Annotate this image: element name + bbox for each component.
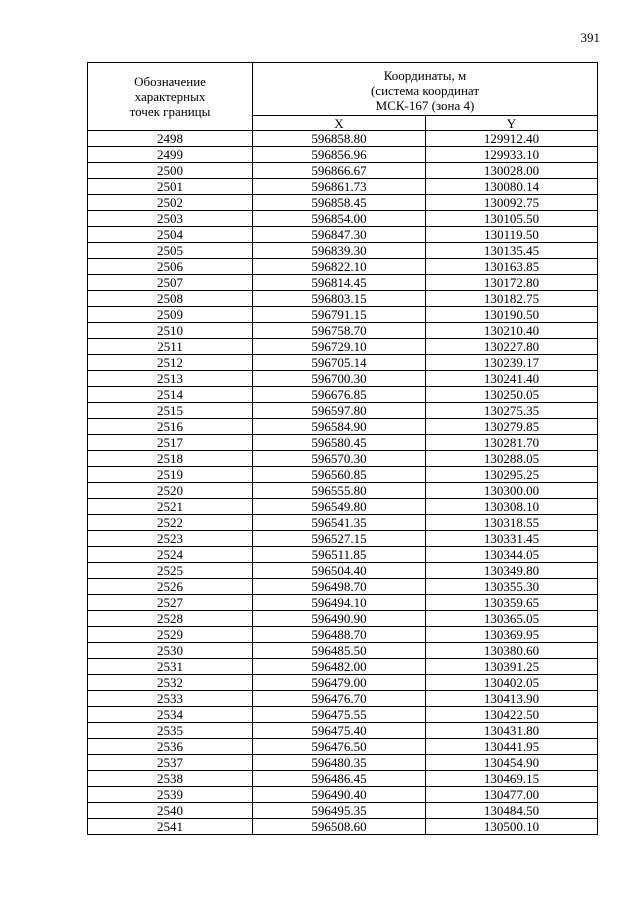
- table-row: [88, 323, 598, 339]
- y-coordinate-cell: 130190.50: [426, 307, 598, 323]
- y-coordinate-cell: 130413.90: [426, 691, 598, 707]
- point-id-cell: 2526: [88, 579, 253, 595]
- y-coordinate-cell: 130275.35: [426, 403, 598, 419]
- table-row: [88, 771, 598, 787]
- point-id-cell: 2500: [88, 163, 253, 179]
- x-coordinate-cell: 596485.50: [253, 643, 426, 659]
- x-column-header: X: [253, 116, 426, 131]
- y-coordinate-cell: 130295.25: [426, 467, 598, 483]
- point-id-cell: 2512: [88, 355, 253, 371]
- point-id-cell: 2524: [88, 547, 253, 563]
- point-id-cell: 2507: [88, 275, 253, 291]
- y-coordinate-cell: 130469.15: [426, 771, 598, 787]
- y-coordinate-cell: 130355.30: [426, 579, 598, 595]
- point-id-cell: 2510: [88, 323, 253, 339]
- x-coordinate-cell: 596475.40: [253, 723, 426, 739]
- point-header-line-2: характерных: [134, 89, 206, 104]
- point-id-cell: 2536: [88, 739, 253, 755]
- point-id-cell: 2535: [88, 723, 253, 739]
- x-coordinate-cell: 596475.55: [253, 707, 426, 723]
- coords-header-line-1: Координаты, м: [383, 68, 467, 83]
- x-coordinate-cell: 596814.45: [253, 275, 426, 291]
- y-coordinate-cell: 130500.10: [426, 819, 598, 835]
- x-coordinate-cell: 596511.85: [253, 547, 426, 563]
- y-coordinate-cell: 129933.10: [426, 147, 598, 163]
- y-coordinate-cell: 130080.14: [426, 179, 598, 195]
- y-coordinate-cell: 130380.60: [426, 643, 598, 659]
- table-row: [88, 291, 598, 307]
- y-coordinate-cell: 130365.05: [426, 611, 598, 627]
- x-coordinate-cell: 596847.30: [253, 227, 426, 243]
- table-row: [88, 675, 598, 691]
- y-coordinate-cell: 130331.45: [426, 531, 598, 547]
- y-coordinate-cell: 130279.85: [426, 419, 598, 435]
- point-id-cell: 2523: [88, 531, 253, 547]
- x-coordinate-cell: 596705.14: [253, 355, 426, 371]
- x-coordinate-cell: 596791.15: [253, 307, 426, 323]
- y-coordinate-cell: 130182.75: [426, 291, 598, 307]
- y-coordinate-cell: 130028.00: [426, 163, 598, 179]
- page-number: 391: [580, 30, 600, 45]
- x-coordinate-cell: 596498.70: [253, 579, 426, 595]
- boundary-points-table: [87, 62, 598, 835]
- y-coordinate-cell: 130163.85: [426, 259, 598, 275]
- y-coordinate-cell: 130318.55: [426, 515, 598, 531]
- table-row: [88, 211, 598, 227]
- y-coordinate-cell: 130135.45: [426, 243, 598, 259]
- table-row: [88, 371, 598, 387]
- table-row: [88, 803, 598, 819]
- point-id-cell: 2531: [88, 659, 253, 675]
- table-row: [88, 419, 598, 435]
- table-row: [88, 563, 598, 579]
- point-header-line-1: Обозначение: [134, 74, 206, 89]
- y-coordinate-cell: 130402.05: [426, 675, 598, 691]
- x-coordinate-cell: 596541.35: [253, 515, 426, 531]
- table-row: [88, 259, 598, 275]
- point-id-cell: 2529: [88, 627, 253, 643]
- point-id-cell: 2533: [88, 691, 253, 707]
- point-id-cell: 2509: [88, 307, 253, 323]
- table-row: [88, 579, 598, 595]
- x-coordinate-cell: 596480.35: [253, 755, 426, 771]
- x-coordinate-cell: 596858.45: [253, 195, 426, 211]
- point-id-cell: 2525: [88, 563, 253, 579]
- point-id-cell: 2499: [88, 147, 253, 163]
- y-coordinate-cell: 130391.25: [426, 659, 598, 675]
- table-row: [88, 131, 598, 147]
- table-row: [88, 179, 598, 195]
- point-designation-header: [88, 63, 253, 131]
- point-id-cell: 2508: [88, 291, 253, 307]
- x-coordinate-cell: 596597.80: [253, 403, 426, 419]
- x-coordinate-cell: 596570.30: [253, 451, 426, 467]
- table-row: [88, 611, 598, 627]
- table-row: [88, 195, 598, 211]
- coords-header-line-3: МСК-167 (зона 4): [375, 98, 475, 113]
- y-coordinate-cell: 130250.05: [426, 387, 598, 403]
- y-coordinate-cell: 130119.50: [426, 227, 598, 243]
- y-coordinate-cell: 129912.40: [426, 131, 598, 147]
- point-id-cell: 2521: [88, 499, 253, 515]
- x-coordinate-cell: 596495.35: [253, 803, 426, 819]
- x-coordinate-cell: 596700.30: [253, 371, 426, 387]
- x-coordinate-cell: 596490.40: [253, 787, 426, 803]
- point-id-cell: 2514: [88, 387, 253, 403]
- x-coordinate-cell: 596803.15: [253, 291, 426, 307]
- x-coordinate-cell: 596476.50: [253, 739, 426, 755]
- table-row: [88, 275, 598, 291]
- y-coordinate-cell: 130454.90: [426, 755, 598, 771]
- table-row: [88, 355, 598, 371]
- y-coordinate-cell: 130227.80: [426, 339, 598, 355]
- table-row: [88, 451, 598, 467]
- table-row: [88, 147, 598, 163]
- y-coordinate-cell: 130359.65: [426, 595, 598, 611]
- table-row: [88, 723, 598, 739]
- x-coordinate-cell: 596476.70: [253, 691, 426, 707]
- point-id-cell: 2530: [88, 643, 253, 659]
- coords-header-line-2: (система координат: [370, 83, 480, 98]
- table-row: [88, 595, 598, 611]
- x-coordinate-cell: 596504.40: [253, 563, 426, 579]
- x-coordinate-cell: 596676.85: [253, 387, 426, 403]
- table-row: [88, 163, 598, 179]
- x-coordinate-cell: 596866.67: [253, 163, 426, 179]
- x-coordinate-cell: 596580.45: [253, 435, 426, 451]
- point-id-cell: 2503: [88, 211, 253, 227]
- x-coordinate-cell: 596584.90: [253, 419, 426, 435]
- table-row: [88, 739, 598, 755]
- table-row: [88, 243, 598, 259]
- x-coordinate-cell: 596486.45: [253, 771, 426, 787]
- y-coordinate-cell: 130349.80: [426, 563, 598, 579]
- table-row: [88, 307, 598, 323]
- point-id-cell: 2534: [88, 707, 253, 723]
- x-coordinate-cell: 596854.00: [253, 211, 426, 227]
- table-row: [88, 531, 598, 547]
- table-row: [88, 627, 598, 643]
- point-id-cell: 2540: [88, 803, 253, 819]
- point-id-cell: 2511: [88, 339, 253, 355]
- table-row: [88, 387, 598, 403]
- point-id-cell: 2538: [88, 771, 253, 787]
- table-row: [88, 755, 598, 771]
- table-row: [88, 403, 598, 419]
- table-row: [88, 787, 598, 803]
- y-coordinate-cell: 130300.00: [426, 483, 598, 499]
- y-coordinate-cell: 130172.80: [426, 275, 598, 291]
- y-coordinate-cell: 130281.70: [426, 435, 598, 451]
- point-id-cell: 2522: [88, 515, 253, 531]
- y-coordinate-cell: 130241.40: [426, 371, 598, 387]
- point-id-cell: 2516: [88, 419, 253, 435]
- x-coordinate-cell: 596839.30: [253, 243, 426, 259]
- table-row: [88, 339, 598, 355]
- y-coordinate-cell: 130369.95: [426, 627, 598, 643]
- x-coordinate-cell: 596490.90: [253, 611, 426, 627]
- x-coordinate-cell: 596482.00: [253, 659, 426, 675]
- point-id-cell: 2518: [88, 451, 253, 467]
- y-coordinate-cell: 130344.05: [426, 547, 598, 563]
- x-coordinate-cell: 596560.85: [253, 467, 426, 483]
- table-row: [88, 643, 598, 659]
- point-id-cell: 2505: [88, 243, 253, 259]
- point-id-cell: 2520: [88, 483, 253, 499]
- point-id-cell: 2539: [88, 787, 253, 803]
- table-body: [88, 131, 598, 835]
- y-coordinate-cell: 130308.10: [426, 499, 598, 515]
- point-id-cell: 2517: [88, 435, 253, 451]
- y-coordinate-cell: 130239.17: [426, 355, 598, 371]
- y-coordinate-cell: 130422.50: [426, 707, 598, 723]
- point-id-cell: 2498: [88, 131, 253, 147]
- x-coordinate-cell: 596555.80: [253, 483, 426, 499]
- point-id-cell: 2504: [88, 227, 253, 243]
- point-id-cell: 2502: [88, 195, 253, 211]
- table-row: [88, 467, 598, 483]
- x-coordinate-cell: 596527.15: [253, 531, 426, 547]
- y-coordinate-cell: 130441.95: [426, 739, 598, 755]
- point-id-cell: 2528: [88, 611, 253, 627]
- point-id-cell: 2541: [88, 819, 253, 835]
- table-row: [88, 435, 598, 451]
- point-id-cell: 2501: [88, 179, 253, 195]
- table-row: [88, 515, 598, 531]
- table-row: [88, 707, 598, 723]
- table-row: [88, 227, 598, 243]
- x-coordinate-cell: 596861.73: [253, 179, 426, 195]
- y-coordinate-cell: 130477.00: [426, 787, 598, 803]
- table-row: [88, 691, 598, 707]
- table-row: [88, 483, 598, 499]
- coordinates-header: [253, 63, 598, 116]
- x-coordinate-cell: 596856.96: [253, 147, 426, 163]
- point-id-cell: 2515: [88, 403, 253, 419]
- y-coordinate-cell: 130105.50: [426, 211, 598, 227]
- table-row: [88, 499, 598, 515]
- x-coordinate-cell: 596494.10: [253, 595, 426, 611]
- point-id-cell: 2532: [88, 675, 253, 691]
- point-header-line-3: точек границы: [129, 104, 211, 119]
- table-header: [88, 63, 598, 131]
- table-row: [88, 659, 598, 675]
- y-column-header: Y: [426, 116, 598, 131]
- x-coordinate-cell: 596549.80: [253, 499, 426, 515]
- x-coordinate-cell: 596758.70: [253, 323, 426, 339]
- y-coordinate-cell: 130288.05: [426, 451, 598, 467]
- x-coordinate-cell: 596858.80: [253, 131, 426, 147]
- x-coordinate-cell: 596508.60: [253, 819, 426, 835]
- y-coordinate-cell: 130431.80: [426, 723, 598, 739]
- y-coordinate-cell: 130484.50: [426, 803, 598, 819]
- y-coordinate-cell: 130210.40: [426, 323, 598, 339]
- x-coordinate-cell: 596488.70: [253, 627, 426, 643]
- table-row: [88, 547, 598, 563]
- point-id-cell: 2506: [88, 259, 253, 275]
- point-id-cell: 2513: [88, 371, 253, 387]
- x-coordinate-cell: 596729.10: [253, 339, 426, 355]
- y-coordinate-cell: 130092.75: [426, 195, 598, 211]
- point-id-cell: 2527: [88, 595, 253, 611]
- point-id-cell: 2519: [88, 467, 253, 483]
- point-id-cell: 2537: [88, 755, 253, 771]
- x-coordinate-cell: 596822.10: [253, 259, 426, 275]
- x-coordinate-cell: 596479.00: [253, 675, 426, 691]
- table-row: [88, 819, 598, 835]
